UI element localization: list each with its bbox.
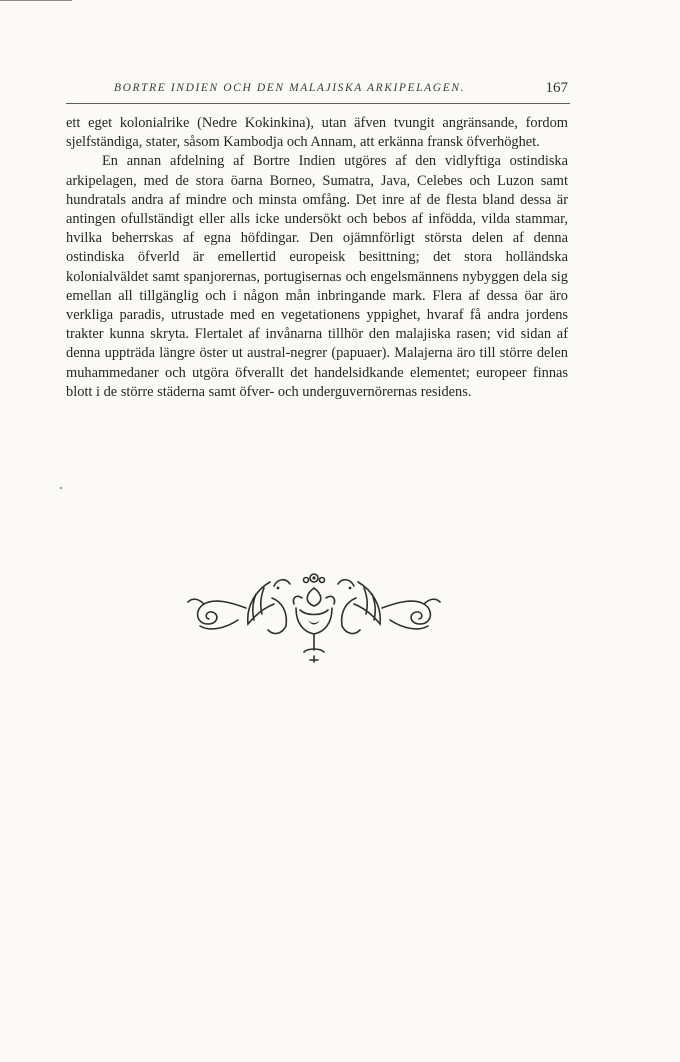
margin-speck bbox=[60, 487, 62, 489]
tailpiece-ornament-icon bbox=[186, 568, 442, 664]
body-text bbox=[66, 114, 568, 402]
running-head bbox=[66, 80, 570, 100]
paragraph-continuation: ett eget kolonialrike (Nedre Kokinkina), utan äfven tvungit angränsande, fordom sjelfständiga, stater, såsom Kambodja och Annam, att erkänna fransk öfverhöghet. bbox=[66, 115, 568, 151]
header-rule bbox=[66, 103, 570, 104]
page-number: 167 bbox=[545, 80, 568, 96]
running-title: BORTRE INDIEN OCH DEN MALAJISKA ARKIPELAGEN. bbox=[114, 82, 466, 94]
corner-scan-mark bbox=[0, 0, 72, 1]
paragraph-archipelago: En annan afdelning af Bortre Indien utgöres af den vidlyftiga ostindiska arkipelagen, med de stora öarna Borneo, Sumatra, Java, Celebes och Luzon samt hundratals andra af mindre och minsta omfång. Det inre af de flesta bland dessa är antingen ofullständigt eller alls icke undersökt och bebos af infödda, vilda stammar, hvilka beherrskas af egna höfdingar. Den ojämnförligt största delen af denna ostindiska öfverld är emellertid europeisk besittning; det stora holländska kolonialväldet samt spanjorernas, portugisernas och engelsmännens nybyggen dela sig emellan all tillgänglig och i någon mån inbringande mark. Flera af dessa öar äro verkliga paradis, utrustade med en vegetationens yppighet, hvaraf få andra jordens trakter kunna skryta. Flertalet af invånarna tillhör den malajiska rasen; vid sidan af denna uppträda längre öster ut austral-negrer (papuaer). Malajerna äro till större delen muhammedaner och utgöra öfverallt det handelsidkande elementet; europeer finnas blott i de större städerna samt öfver- och underguvernörernas residens. bbox=[66, 153, 568, 400]
